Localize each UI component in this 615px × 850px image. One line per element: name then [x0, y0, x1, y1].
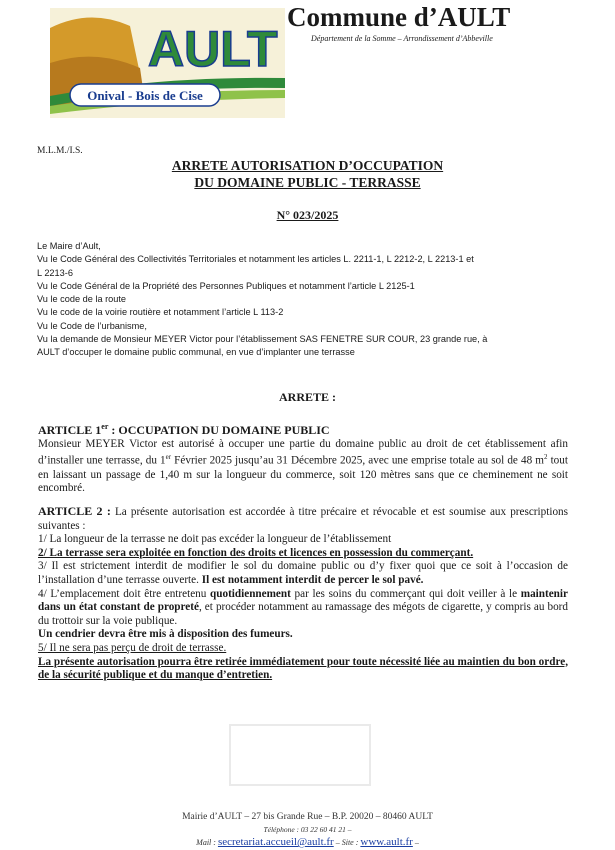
prescription-4-ashtray: Un cendrier devra être mis à disposition des fumeurs.: [38, 628, 293, 641]
preamble-line: L 2213-6: [37, 267, 73, 278]
prescription-5: 5/ Il ne sera pas perçu de droit de terrasse.: [38, 641, 227, 654]
final-clause: La présente autorisation pourra être retirée immédiatement pour toute nécessité liée au maintien du bon ordre, de la sécurité publique et du manque d’entretien.: [38, 655, 568, 682]
preamble-line: AULT d’occuper le domaine public communal, en vue d’implanter une terrasse: [37, 347, 355, 358]
article-1-title: : OCCUPATION DU DOMAINE PUBLIC: [108, 423, 330, 437]
footer-contact: [0, 836, 615, 848]
arrete-heading: ARRETE :: [278, 390, 336, 404]
mail-link[interactable]: secretariat.accueil@ault.fr: [217, 836, 334, 848]
prescription-4-e: , et procéder notamment au ramassage des mégots de cigarette, y compris au bord du trottoir sur la voie publique.: [38, 601, 568, 627]
preamble-line: Vu le code de la voirie routière et notamment l’article L 113-2: [37, 307, 284, 318]
article-1-text-b: Février 2025 jusqu’au 31 Décembre 2025, avec une emprise totale au sol de 48 m: [171, 454, 544, 467]
faded-stamp: [225, 720, 375, 790]
logo-text: AULT: [148, 21, 278, 77]
site-label: – Site :: [333, 838, 361, 847]
prescription-1: 1/ La longueur de la terrasse ne doit pas excéder la longueur de l’établissement: [38, 533, 392, 546]
reference: M.L.M./I.S.: [37, 146, 83, 156]
preamble-line: Le Maire d’Ault,: [37, 241, 101, 251]
preamble: [37, 240, 582, 360]
footer-phone: Téléphone : 03 22 60 41 21 –: [263, 825, 352, 834]
departement-line: Département de la Somme – Arrondissement d’Abbeville: [311, 34, 493, 43]
article-1-label: ARTICLE 1: [38, 423, 102, 437]
prescription-2: 2/ La terrasse sera exploitée en fonction des droits et licences en possession du commerçant.: [38, 546, 474, 559]
logo-subtitle: Onival - Bois de Cise: [87, 88, 203, 103]
prescription-4-d: maintenir dans un état constant de propreté: [38, 587, 568, 614]
ault-logo: [50, 8, 285, 118]
article-1-label-sup: er: [101, 422, 109, 431]
preamble-line: Vu la demande de Monsieur MEYER Victor pour l’établissement SAS FENETRE SUR COUR, 23 grande rue, à: [37, 334, 488, 345]
prescription-4-c: par les soins du commerçant qui doit veiller à le: [290, 587, 521, 600]
prescription-4-a: 4/ L’emplacement doit être entretenu: [38, 587, 211, 600]
article-1-text-a: Monsieur MEYER Victor est autorisé à occuper une partie du domaine public au droit de cet établissement afin d’installer une terrasse, du 1: [38, 437, 568, 467]
title-line-2: DU DOMAINE PUBLIC - TERRASSE: [194, 175, 421, 190]
article-1-sup2: 2: [543, 453, 548, 462]
prescription-3: [38, 560, 568, 587]
article-1-text: [38, 438, 568, 496]
article-1-sup: er: [165, 453, 172, 462]
footer-address: Mairie d’AULT – 27 bis Grande Rue – B.P. 20020 – 80460 AULT: [182, 812, 433, 822]
prescription-3-text: 3/ Il est strictement interdit de modifier le sol du domaine public ou d’y fixer quoi que ce soit à l’occasion de l’installation d’une terrasse ouverte.: [38, 560, 568, 586]
prescription-4: [38, 588, 568, 629]
preamble-line: Vu le Code Général des Collectivités Territoriales et notamment les articles L. 2211-1, L 2212-2, L 2213-1 et: [37, 254, 474, 265]
article-1-heading: [38, 420, 568, 438]
mail-label: Mail :: [196, 838, 218, 847]
site-link[interactable]: www.ault.fr: [360, 836, 413, 848]
preamble-line: Vu le code de la route: [37, 294, 127, 305]
prescription-4-b: quotidiennement: [210, 587, 291, 600]
article-1-text-c: tout en laissant un passage de 1,40 m sur la longueur du commerce, soit 120 mètres sans que ce cheminement ne soit encombré.: [38, 454, 568, 495]
prescription-3-bold: Il est notamment interdit de percer le sol pavé.: [201, 573, 424, 586]
article-2: [38, 505, 568, 683]
stamp-frame: [230, 725, 370, 785]
article-2-label: ARTICLE 2 :: [38, 504, 111, 518]
title-line-1: ARRETE AUTORISATION D’OCCUPATION: [171, 158, 444, 173]
arrete-number: N° 023/2025: [276, 208, 339, 222]
site-suffix: –: [412, 838, 419, 847]
article-2-intro: [38, 505, 568, 533]
commune-name: Commune d’AULT: [287, 2, 511, 32]
article-2-intro-text: La présente autorisation est accordée à titre précaire et révocable et est soumise aux prescriptions suivantes :: [38, 506, 568, 532]
preamble-line: Vu le Code Général de la Propriété des Personnes Publiques et notamment l’article L 2125-1: [37, 280, 415, 291]
article-1: [38, 420, 568, 496]
preamble-line: Vu le Code de l’urbanisme,: [37, 320, 147, 331]
